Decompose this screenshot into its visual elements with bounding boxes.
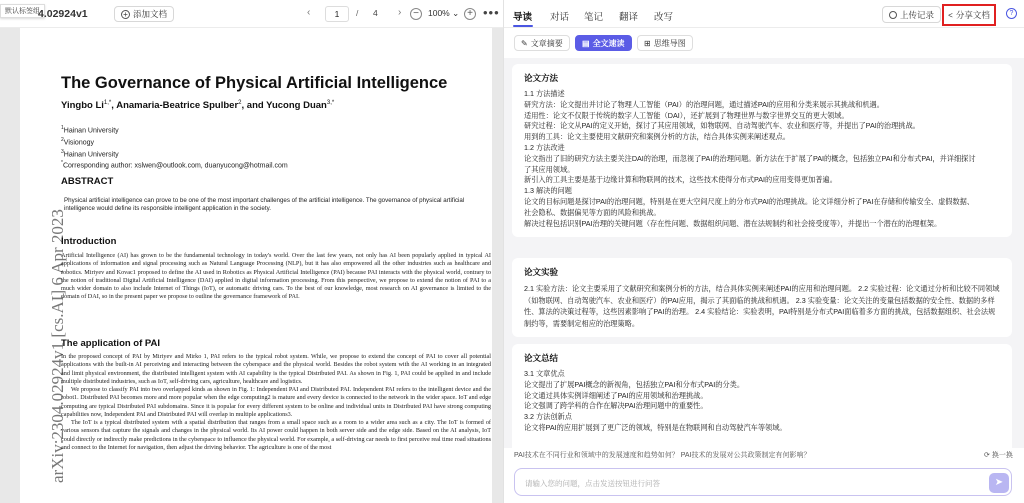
clock-icon	[889, 11, 897, 19]
add-document-button[interactable]	[114, 6, 174, 22]
card-line: 解决过程包括识别PAI治理的关键问题（存在性问题、数据组织问题、潜在法规制约和社会接受度等），并提出一个潜在的治理框架。	[524, 218, 942, 228]
plus-circle-icon: +	[121, 10, 130, 19]
subtab-summary[interactable]	[514, 35, 570, 51]
page-number-input[interactable]: 1	[325, 6, 349, 22]
application-text	[61, 353, 491, 452]
card-line: 新引入的工具主要是基于边缘计算和物联网的技术，这些技术使得分布式PAI的应用变得更加普遍。	[524, 175, 837, 185]
author-sep: ,	[111, 100, 117, 112]
tab-chat[interactable]: 对话	[550, 12, 570, 23]
tab-guide[interactable]: 导读	[513, 12, 533, 23]
send-icon[interactable]: ➤	[989, 473, 1009, 493]
quick-read-content[interactable]	[504, 58, 1024, 448]
abstract-text: Physical artificial intelligence can prove to be one of the most important challenges of the artificial intelligence. The governance of physical artificial intelligence would define its responsible intelligent application in the society.	[64, 197, 465, 212]
arxiv-watermark: arXiv:2304.02924v1 [cs.AI] 6 Apr 2023	[48, 209, 67, 483]
card-line: 论文提出了扩展PAI概念的新视角，包括独立PAI和分布式PAI的分类。	[524, 379, 745, 389]
zoom-out-icon[interactable]: −	[410, 8, 422, 20]
add-document-label: 添加文档	[133, 9, 168, 19]
card-line: 论文指出了旧的研究方法主要关注DAI的治理，而忽视了PAI的治理问题。新方法在于扩展了PAI的概念，包括独立PAI和分布式PAI，并详细探讨	[524, 153, 976, 163]
author-name: Yucong Duan	[266, 100, 327, 112]
question-input-box[interactable]	[514, 468, 1012, 496]
author-name: Yingbo Li	[61, 100, 104, 112]
upload-history-button[interactable]	[882, 6, 941, 23]
viewer-toolbar	[0, 0, 503, 28]
tab-rewrite[interactable]: 改写	[654, 12, 674, 23]
zoom-value: 100%	[428, 8, 450, 18]
share-icon: <	[948, 10, 953, 20]
author-sup: 3,*	[326, 100, 335, 106]
document-tab-title[interactable]: 4.02924v1	[38, 8, 88, 20]
paragraph: The IoT is a typical distributed system with a spatial distribution that ranges from a small space such as a room to a wider area such as a city. The IoT is formed of various sensors that capture the signals and changes in the physical world. Its AI power could happen in both server side and the edge side. Based on the AI analysis, IoT could directly or indirectly make predictions in the cyberspace to influence the physical world. For example, a self-driving car needs to first perceive real time road situations and connect to the Internet for navigation, then adjust the driving behavior. The agriculture is one of the most	[61, 419, 491, 451]
edit-icon: ✎	[521, 38, 528, 48]
card-line: 了其应用领域。	[524, 164, 575, 174]
card-line: 3.2 方法创新点	[524, 412, 572, 422]
paper-authors	[61, 100, 334, 111]
author-sep: , and	[241, 100, 267, 112]
affiliation-line: $^1$Hainan University	[61, 125, 119, 135]
card-line: 研究过程：论文从PAI的定义开始，探讨了其应用领域，如物联网、自动驾驶汽车、农业和医疗等，并提出了PAI的治理挑战。	[524, 121, 920, 131]
pdf-page	[20, 28, 492, 503]
card-line: 论文的目标问题是探讨PAI的治理问题，特别是在更大空间尺度上的分布式PAI的治理挑战。论文详细分析了PAI在存储和传输安全、虚假数据、	[524, 196, 975, 206]
affiliation-line: $^2$Visionogy	[61, 136, 95, 147]
help-icon[interactable]: ?	[1006, 8, 1017, 19]
card-line: 1.1 方法描述	[524, 89, 565, 98]
page-separator: /	[356, 8, 359, 18]
pdf-viewer[interactable]	[0, 28, 503, 503]
affiliation-line: $^3$Hainan University	[61, 148, 119, 158]
paper-title: The Governance of Physical Artificial Intelligence	[61, 74, 448, 92]
page-total: 4	[373, 8, 378, 18]
subtab-mindmap[interactable]	[637, 35, 693, 51]
share-document-label: 分享文档	[955, 10, 990, 20]
card-line: 论文通过具体实例详细阐述了PAI的应用领域和治理挑战。	[524, 390, 708, 400]
paragraph: We propose to classify PAI into two overlapped kinds as shown in Fig. 1: Independent PAI and Distributed PAI. Independent PAI refers to the intelligent device and the robot1. Distributed PAI becomes more and more popular when the edge computing2 is mature and every device is connected to the network in the wider space. IoT and edge computing are typical Distributed PAI subdomains. Since it is popular for every different system to be online and individual units in Distributed PAI have strong computing capabilities now, Independent PAI and Distributed PAI will overlap in multiple applications3.	[61, 386, 491, 418]
question-input[interactable]	[525, 476, 965, 490]
assistant-panel	[504, 0, 1024, 503]
card-methods	[512, 64, 1012, 237]
affiliation-line: *Corresponding author: xslwen@outlook.com, duanyucong@hotmail.com	[61, 160, 288, 170]
paragraph: In the proposed concept of PAI by Miriyev and Mirko 1, PAI refers to the typical robot system. While, we propose to extend the concept of PAI to cover all potential applications with the built-in AI perceiving and interacting between the cyberspace and the physical world. Besides the robot system with the AI working in an integrated and limit physical environment, the distributed intelligent system with AI capability is the typical Distributed PAI. As shown in Fig. 1, PAI could be applied in and include multiple distributed industries, such as IoT, self-driving cars, agriculture, healthcare and logistics.	[61, 353, 491, 385]
intro-heading: Introduction	[61, 236, 117, 247]
subtab-mindmap-label: 思维导图	[653, 38, 686, 48]
suggested-questions[interactable]: PAI技术在不同行业和领域中的发展速度和趋势如何？ PAI技术的发展对公共政策制定有何影响？	[514, 452, 811, 459]
paper-affiliations	[61, 124, 288, 171]
card-experiments	[512, 258, 1012, 337]
more-options-icon[interactable]: •••	[483, 5, 500, 20]
application-heading: The application of PAI	[61, 338, 161, 349]
card-line: 研究方法：论文提出并讨论了物理人工智能（PAI）的治理问题，通过描述PAI的应用和分类来展示其挑战和机遇。	[524, 99, 884, 109]
card-line: 3.1 文章优点	[524, 369, 565, 378]
tab-translate[interactable]: 翻译	[619, 12, 639, 23]
prev-page-icon[interactable]: ‹	[307, 7, 311, 18]
refresh-icon: ⟳	[984, 452, 990, 459]
refresh-suggestions-button[interactable]	[984, 450, 1013, 460]
chevron-down-icon: ⌄	[452, 8, 460, 18]
author-sup: 2	[238, 100, 242, 106]
card-line: 论文将PAI的应用扩展到了更广泛的领域，特别是在物联网和自动驾驶汽车等领域。	[524, 422, 787, 432]
abstract-heading: ABSTRACT	[61, 176, 114, 187]
card-line: 用到的工具：论文主要使用文献研究和案例分析的方法，结合具体实例来阐述观点。	[524, 132, 790, 142]
card-line: 1.3 解决的问题	[524, 186, 572, 196]
next-page-icon[interactable]: ›	[398, 7, 402, 18]
tab-notes[interactable]: 笔记	[584, 12, 604, 23]
panel-tabs	[504, 0, 1024, 28]
document-icon: ▤	[582, 38, 590, 48]
intro-text: Artificial Intelligence (AI) has grown to be the fundamental technology in today's world. Over the last few years, not only has AI been popularly applied in typical AI applications of information and signal processing such as Natural Language Processing (NLP), but it has also empowered all the other industries such as healthcare and robotics. Miriyev and Kovac1 proposed to define the AI used in Robotics as Physical Artificial Intelligence (PAI) because PAI interacts with the physical world, contrary to the notion of traditional Digital Artificial Intelligence (DAI) applied in digital information processing. From this perspective, we propose to extend the notion of PAI to a much wider domain to also include Internet of Things (IoT), or automatic driving cars. To the best of our knowledge, most research on AI governance is limited to the domain of DAI, so in the present paper we propose to outline the governance framework of PAI.	[61, 252, 491, 301]
tab-group-tooltip: 默认标签组	[0, 4, 45, 18]
subtab-quick-read[interactable]	[575, 35, 632, 51]
card-line: 论文强调了跨学科的合作在解决PAI治理问题中的重要性。	[524, 401, 708, 411]
guide-subtabs	[504, 30, 1024, 54]
refresh-label: 换一换	[991, 452, 1013, 459]
card-line: 社会隐私、数据偏见等方面的风险和挑战。	[524, 207, 661, 217]
card-title: 论文实验	[524, 267, 559, 277]
card-title: 论文方法	[524, 73, 559, 83]
card-line: 适用性：论文不仅限于传统的数字人工智能（DAI），还扩展到了物理世界与数字世界交互的更大领域。	[524, 110, 849, 120]
mindmap-icon: ⊞	[644, 38, 651, 48]
share-document-button[interactable]	[942, 4, 996, 26]
zoom-in-icon[interactable]: +	[464, 8, 476, 20]
active-tab-indicator	[513, 25, 533, 27]
author-sup: 1,*	[103, 100, 112, 106]
card-summary	[512, 344, 1012, 448]
card-line: 1.2 方法改进	[524, 142, 565, 152]
upload-history-label: 上传记录	[900, 9, 935, 20]
subtab-quick-read-label: 全文速读	[592, 38, 625, 48]
card-title: 论文总结	[524, 353, 559, 363]
card-paragraph: 2.1 实验方法：论文主要采用了文献研究和案例分析的方法，结合具体实例来阐述PAI的应用和治理问题。 2.2 实验过程：论文通过分析和比较不同领域（如物联网、自动驾驶汽车、农业和医疗）的PAI应用，揭示了其面临的挑战和机遇。 2.3 实验变量：论文关注的变量包括数据的安全性、数据的多样性、算法的决策过程等，这些因素影响了PAI的治理。 2.4 实验结论：实验表明，PAI特别是分布式PAI面临着多方面的挑战，包括数据组织、社会法规制约等，需要制定相应的治理策略。	[524, 284, 1000, 328]
zoom-select[interactable]	[428, 8, 459, 19]
author-name: Anamaria-Beatrice Spulber	[116, 100, 239, 112]
subtab-summary-label: 文章摘要	[530, 38, 563, 48]
